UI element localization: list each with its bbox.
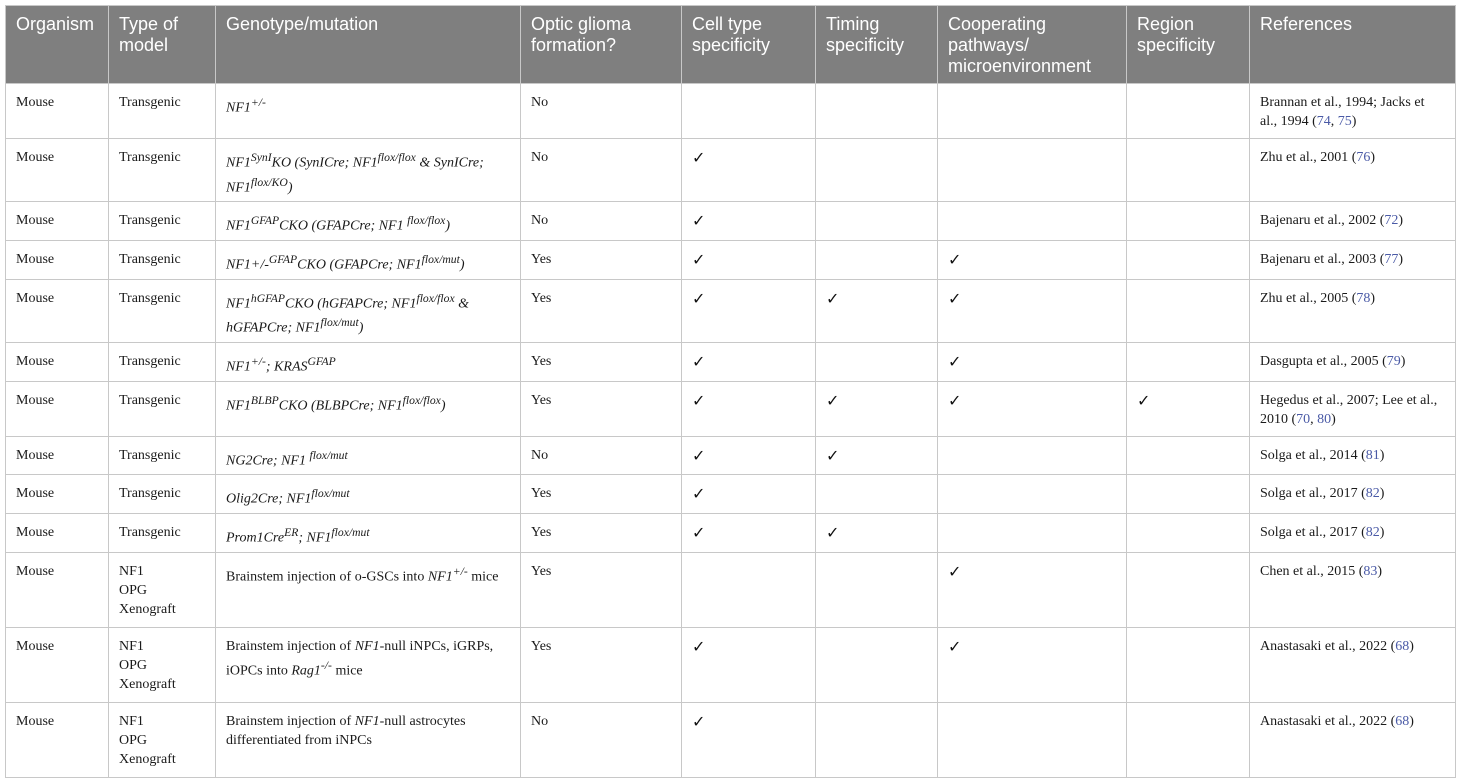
- table-row: [6, 513, 1456, 552]
- cell-coop: [938, 436, 1127, 475]
- cell-genotype: [216, 627, 521, 702]
- cell-type-check-mark: ✓: [692, 211, 706, 231]
- cell-model: Transgenic: [109, 240, 216, 279]
- cell-references: Dasgupta et al., 2005 (79): [1250, 342, 1456, 381]
- table-row: [6, 279, 1456, 342]
- cell-organism: Mouse: [6, 202, 109, 241]
- reference-link[interactable]: 70: [1296, 411, 1311, 427]
- cell-timing: [816, 279, 938, 342]
- table-row: [6, 381, 1456, 436]
- genotype-text: ): [358, 320, 364, 336]
- cell-cell: [682, 279, 816, 342]
- cell-coop: [938, 84, 1127, 139]
- cell-timing: [816, 342, 938, 381]
- header-optic-glioma: Optic glioma formation?: [521, 6, 682, 84]
- cell-references: Zhu et al., 2005 (78): [1250, 279, 1456, 342]
- cell-model: Transgenic: [109, 436, 216, 475]
- cell-timing: [816, 139, 938, 202]
- cell-timing: [816, 627, 938, 702]
- cell-formation: No: [521, 436, 682, 475]
- table-row: [6, 627, 1456, 702]
- header-timing: Timing specificity: [816, 6, 938, 84]
- cell-organism: Mouse: [6, 279, 109, 342]
- cell-genotype: [216, 84, 521, 139]
- table-row: [6, 139, 1456, 202]
- reference-link[interactable]: 72: [1384, 213, 1399, 229]
- cell-model: NF1 OPG Xenograft: [109, 552, 216, 627]
- cell-references: Anastasaki et al., 2022 (68): [1250, 702, 1456, 777]
- cell-timing: [816, 702, 938, 777]
- superscript: GFAP: [268, 252, 298, 266]
- data-table: [5, 5, 1456, 778]
- cell-formation: Yes: [521, 513, 682, 552]
- genotype-text: KO (SynICre; NF1: [271, 155, 378, 171]
- cell-type-check-mark: ✓: [692, 249, 706, 269]
- cell-cell: [682, 139, 816, 202]
- superscript: flox/mut: [331, 525, 370, 539]
- cell-coop: [938, 279, 1127, 342]
- genotype-text: CKO (GFAPCre; NF1: [279, 218, 408, 234]
- cell-type-check-mark: ✓: [692, 148, 706, 167]
- cell-model: Transgenic: [109, 84, 216, 139]
- genotype-text: CKO (BLBPCre; NF1: [278, 398, 403, 414]
- cell-coop: [938, 552, 1127, 627]
- cell-model: Transgenic: [109, 381, 216, 436]
- cell-region: [1127, 202, 1250, 241]
- reference-text: Bajenaru et al., 2002 (: [1260, 213, 1385, 229]
- genotype-text: NF1: [226, 359, 251, 375]
- genotype-text: Brainstem injection of: [226, 638, 355, 654]
- table-row: [6, 202, 1456, 241]
- cell-type-check-mark: ✓: [692, 390, 706, 410]
- cell-timing: [816, 475, 938, 514]
- reference-text: Solga et al., 2017 (: [1260, 524, 1366, 540]
- cell-organism: Mouse: [6, 513, 109, 552]
- cell-model: NF1 OPG Xenograft: [109, 627, 216, 702]
- timing-check-mark: ✓: [826, 390, 840, 410]
- cell-cell: [682, 84, 816, 139]
- cell-model: NF1 OPG Xenograft: [109, 702, 216, 777]
- cell-genotype: [216, 475, 521, 514]
- cell-timing: [816, 84, 938, 139]
- genotype-text: Prom1Cre: [226, 530, 285, 546]
- cell-organism: Mouse: [6, 381, 109, 436]
- reference-link[interactable]: 68: [1395, 713, 1410, 729]
- cell-type-check-mark: ✓: [692, 288, 706, 308]
- cell-formation: No: [521, 702, 682, 777]
- cell-coop: [938, 513, 1127, 552]
- cell-references: Hegedus et al., 2007; Lee et al., 2010 (70, 80): [1250, 381, 1456, 436]
- reference-link[interactable]: 74: [1316, 114, 1331, 129]
- cell-timing: [816, 552, 938, 627]
- cell-genotype: [216, 552, 521, 627]
- reference-text: Bajenaru et al., 2003 (: [1260, 251, 1385, 267]
- table-row: [6, 436, 1456, 475]
- cell-coop: [938, 202, 1127, 241]
- cooperating-check-mark: ✓: [948, 636, 962, 656]
- cell-coop: [938, 381, 1127, 436]
- cell-coop: [938, 702, 1127, 777]
- cell-model: Transgenic: [109, 342, 216, 381]
- cell-references: Zhu et al., 2001 (76): [1250, 139, 1456, 202]
- cell-formation: Yes: [521, 342, 682, 381]
- cooperating-check-mark: ✓: [948, 561, 962, 581]
- cell-cell: [682, 342, 816, 381]
- cell-references: Bajenaru et al., 2003 (77): [1250, 240, 1456, 279]
- cell-genotype: [216, 381, 521, 436]
- cell-cell: [682, 436, 816, 475]
- superscript: hGFAP: [250, 291, 285, 305]
- cell-genotype: [216, 202, 521, 241]
- genotype-text: ): [459, 257, 465, 273]
- cell-timing: [816, 381, 938, 436]
- reference-link[interactable]: 83: [1363, 563, 1378, 579]
- cell-genotype: [216, 513, 521, 552]
- reference-link[interactable]: 82: [1365, 486, 1380, 502]
- cell-region: [1127, 279, 1250, 342]
- reference-text: Chen et al., 2015 (: [1260, 563, 1364, 579]
- cell-formation: Yes: [521, 627, 682, 702]
- reference-text: Zhu et al., 2005 (: [1260, 290, 1357, 306]
- cell-organism: Mouse: [6, 552, 109, 627]
- reference-link[interactable]: 80: [1317, 411, 1332, 427]
- cell-cell: [682, 240, 816, 279]
- cell-region: [1127, 475, 1250, 514]
- superscript: flox/flox: [407, 214, 446, 228]
- cell-region: [1127, 381, 1250, 436]
- cell-region: [1127, 627, 1250, 702]
- region-check-mark: ✓: [1137, 390, 1151, 410]
- cell-references: Anastasaki et al., 2022 (68): [1250, 627, 1456, 702]
- table-row: [6, 552, 1456, 627]
- cell-region: [1127, 240, 1250, 279]
- cell-formation: No: [521, 202, 682, 241]
- reference-text: Hegedus et al., 2007; Lee et al., 2010 (: [1260, 392, 1438, 427]
- reference-text: Brannan et al., 1994; Jacks et al., 1994 (: [1260, 95, 1425, 129]
- cell-genotype: [216, 139, 521, 202]
- cell-formation: No: [521, 84, 682, 139]
- superscript: flox/mut: [309, 448, 348, 462]
- reference-link[interactable]: 82: [1365, 524, 1380, 540]
- genotype-text: Brainstem injection of o-GSCs into: [226, 569, 428, 585]
- genotype-text: NF1: [226, 100, 251, 116]
- cell-genotype: [216, 240, 521, 279]
- genotype-text: Brainstem injection of: [226, 713, 355, 729]
- cell-organism: Mouse: [6, 436, 109, 475]
- superscript: +/-: [250, 96, 266, 109]
- cell-coop: [938, 627, 1127, 702]
- cell-region: [1127, 702, 1250, 777]
- cell-genotype: [216, 702, 521, 777]
- cell-region: [1127, 342, 1250, 381]
- genotype-text: CKO (GFAPCre; NF1: [297, 257, 422, 273]
- table-row: [6, 240, 1456, 279]
- timing-check-mark: ✓: [826, 288, 840, 308]
- table-row: [6, 342, 1456, 381]
- cell-type-check-mark: ✓: [692, 636, 706, 656]
- reference-link[interactable]: 76: [1356, 150, 1371, 165]
- cell-organism: Mouse: [6, 475, 109, 514]
- cell-organism: Mouse: [6, 240, 109, 279]
- table-row: [6, 84, 1456, 139]
- cell-model: Transgenic: [109, 139, 216, 202]
- superscript: GFAP: [307, 354, 336, 368]
- header-cooperating: Cooperating pathways/ microenvironment: [938, 6, 1127, 84]
- cell-model: Transgenic: [109, 279, 216, 342]
- cell-coop: [938, 240, 1127, 279]
- header-organism: Organism: [6, 6, 109, 84]
- cell-region: [1127, 84, 1250, 139]
- table-row: [6, 475, 1456, 514]
- genotype-text: -null iNPCs, iGRPs, iOPCs into: [226, 638, 494, 679]
- genotype-text: ): [445, 218, 450, 234]
- genotype-text: CKO (hGFAPCre; NF1: [285, 296, 417, 312]
- cell-model: Transgenic: [109, 513, 216, 552]
- cell-formation: No: [521, 139, 682, 202]
- genotype-text: ; NF1: [298, 530, 332, 546]
- gene-name: Rag1: [291, 663, 321, 679]
- reference-text: Solga et al., 2017 (: [1260, 486, 1366, 502]
- cell-region: [1127, 436, 1250, 475]
- superscript: flox/mut: [311, 487, 350, 501]
- cell-type-check-mark: ✓: [692, 711, 706, 731]
- cell-coop: [938, 139, 1127, 202]
- reference-text: Zhu et al., 2001 (: [1260, 150, 1357, 165]
- reference-text: Dasgupta et al., 2005 (: [1260, 353, 1387, 369]
- cooperating-check-mark: ✓: [948, 288, 962, 308]
- cell-formation: Yes: [521, 552, 682, 627]
- reference-text: Solga et al., 2014 (: [1260, 447, 1366, 463]
- cell-cell: [682, 513, 816, 552]
- cell-formation: Yes: [521, 240, 682, 279]
- cell-timing: [816, 436, 938, 475]
- cell-organism: Mouse: [6, 84, 109, 139]
- superscript: -/-: [320, 658, 332, 672]
- superscript: SynI: [250, 151, 272, 164]
- cell-model: Transgenic: [109, 202, 216, 241]
- superscript: ER: [284, 525, 299, 539]
- genotype-text: -null astrocytes differentiated from iNPCs: [226, 713, 466, 748]
- cell-timing: [816, 240, 938, 279]
- cell-cell: [682, 475, 816, 514]
- cell-type-check-mark: ✓: [692, 484, 706, 504]
- header-genotype: Genotype/mutation: [216, 6, 521, 84]
- cell-cell: [682, 702, 816, 777]
- cell-region: [1127, 552, 1250, 627]
- cell-cell: [682, 627, 816, 702]
- cell-genotype: [216, 342, 521, 381]
- cell-region: [1127, 139, 1250, 202]
- cooperating-check-mark: ✓: [948, 390, 962, 410]
- genotype-text: NF1: [226, 296, 251, 312]
- cell-formation: Yes: [521, 279, 682, 342]
- gene-name: NF1: [427, 569, 453, 585]
- genotype-text: & hGFAPCre; NF1: [226, 296, 470, 336]
- genotype-text: ): [440, 398, 446, 414]
- table-body: [6, 84, 1456, 778]
- genotype-text: NF1: [226, 218, 251, 234]
- header-row: [6, 6, 1456, 84]
- cooperating-check-mark: ✓: [948, 351, 962, 371]
- genotype-text: & SynICre; NF1: [226, 155, 484, 196]
- cooperating-check-mark: ✓: [948, 249, 962, 269]
- timing-check-mark: ✓: [826, 445, 840, 465]
- cell-organism: Mouse: [6, 139, 109, 202]
- superscript: flox/flox: [416, 291, 455, 305]
- genotype-text: mice: [331, 663, 363, 679]
- header-references: References: [1250, 6, 1456, 84]
- reference-link[interactable]: 77: [1384, 251, 1399, 267]
- superscript: flox/mut: [421, 252, 460, 266]
- cell-type-check-mark: ✓: [692, 522, 706, 542]
- cell-formation: Yes: [521, 475, 682, 514]
- cell-cell: [682, 552, 816, 627]
- header-cell-type: Cell type specificity: [682, 6, 816, 84]
- gene-name: NF1: [354, 638, 380, 654]
- timing-check-mark: ✓: [826, 522, 840, 542]
- header-type-of-model: Type of model: [109, 6, 216, 84]
- genotype-text: Olig2Cre; NF1: [226, 491, 312, 507]
- superscript: flox/flox: [402, 393, 441, 407]
- cell-genotype: [216, 279, 521, 342]
- cell-references: Bajenaru et al., 2002 (72): [1250, 202, 1456, 241]
- genotype-text: ; KRAS: [265, 359, 308, 375]
- cell-references: Chen et al., 2015 (83): [1250, 552, 1456, 627]
- superscript: flox/mut: [320, 316, 359, 330]
- genotype-text: mice: [467, 569, 499, 585]
- superscript: +/-: [250, 354, 266, 368]
- cell-cell: [682, 381, 816, 436]
- cell-model: Transgenic: [109, 475, 216, 514]
- cell-region: [1127, 513, 1250, 552]
- cell-references: Brannan et al., 1994; Jacks et al., 1994 (74, 75): [1250, 84, 1456, 139]
- genotype-text: NF1: [226, 155, 251, 171]
- cell-type-check-mark: ✓: [692, 351, 706, 371]
- genotype-text: NF1+/-: [226, 257, 269, 273]
- cell-references: Solga et al., 2017 (82): [1250, 513, 1456, 552]
- cell-organism: Mouse: [6, 342, 109, 381]
- superscript: flox/KO: [250, 175, 288, 189]
- genotype-text: NF1: [226, 398, 251, 414]
- reference-link[interactable]: 79: [1386, 353, 1401, 369]
- header-region: Region specificity: [1127, 6, 1250, 84]
- reference-text: Anastasaki et al., 2022 (: [1260, 713, 1396, 729]
- reference-link[interactable]: 68: [1395, 638, 1410, 654]
- reference-text: Anastasaki et al., 2022 (: [1260, 638, 1396, 654]
- genotype-text: NG2Cre; NF1: [226, 453, 310, 469]
- cell-coop: [938, 342, 1127, 381]
- cell-references: Solga et al., 2014 (81): [1250, 436, 1456, 475]
- reference-link[interactable]: 75: [1337, 114, 1352, 129]
- cell-cell: [682, 202, 816, 241]
- cell-organism: Mouse: [6, 702, 109, 777]
- reference-link[interactable]: 78: [1356, 290, 1371, 306]
- cell-coop: [938, 475, 1127, 514]
- cell-type-check-mark: ✓: [692, 445, 706, 465]
- cell-timing: [816, 513, 938, 552]
- superscript: GFAP: [250, 214, 280, 228]
- cell-genotype: [216, 436, 521, 475]
- cell-formation: Yes: [521, 381, 682, 436]
- superscript: BLBP: [250, 393, 279, 407]
- superscript: flox/flox: [377, 151, 416, 164]
- cell-references: Solga et al., 2017 (82): [1250, 475, 1456, 514]
- table-row: [6, 702, 1456, 777]
- genotype-text: ): [287, 180, 293, 196]
- gene-name: NF1: [354, 713, 380, 729]
- superscript: +/-: [452, 564, 468, 578]
- cell-organism: Mouse: [6, 627, 109, 702]
- reference-link[interactable]: 81: [1365, 447, 1380, 463]
- cell-timing: [816, 202, 938, 241]
